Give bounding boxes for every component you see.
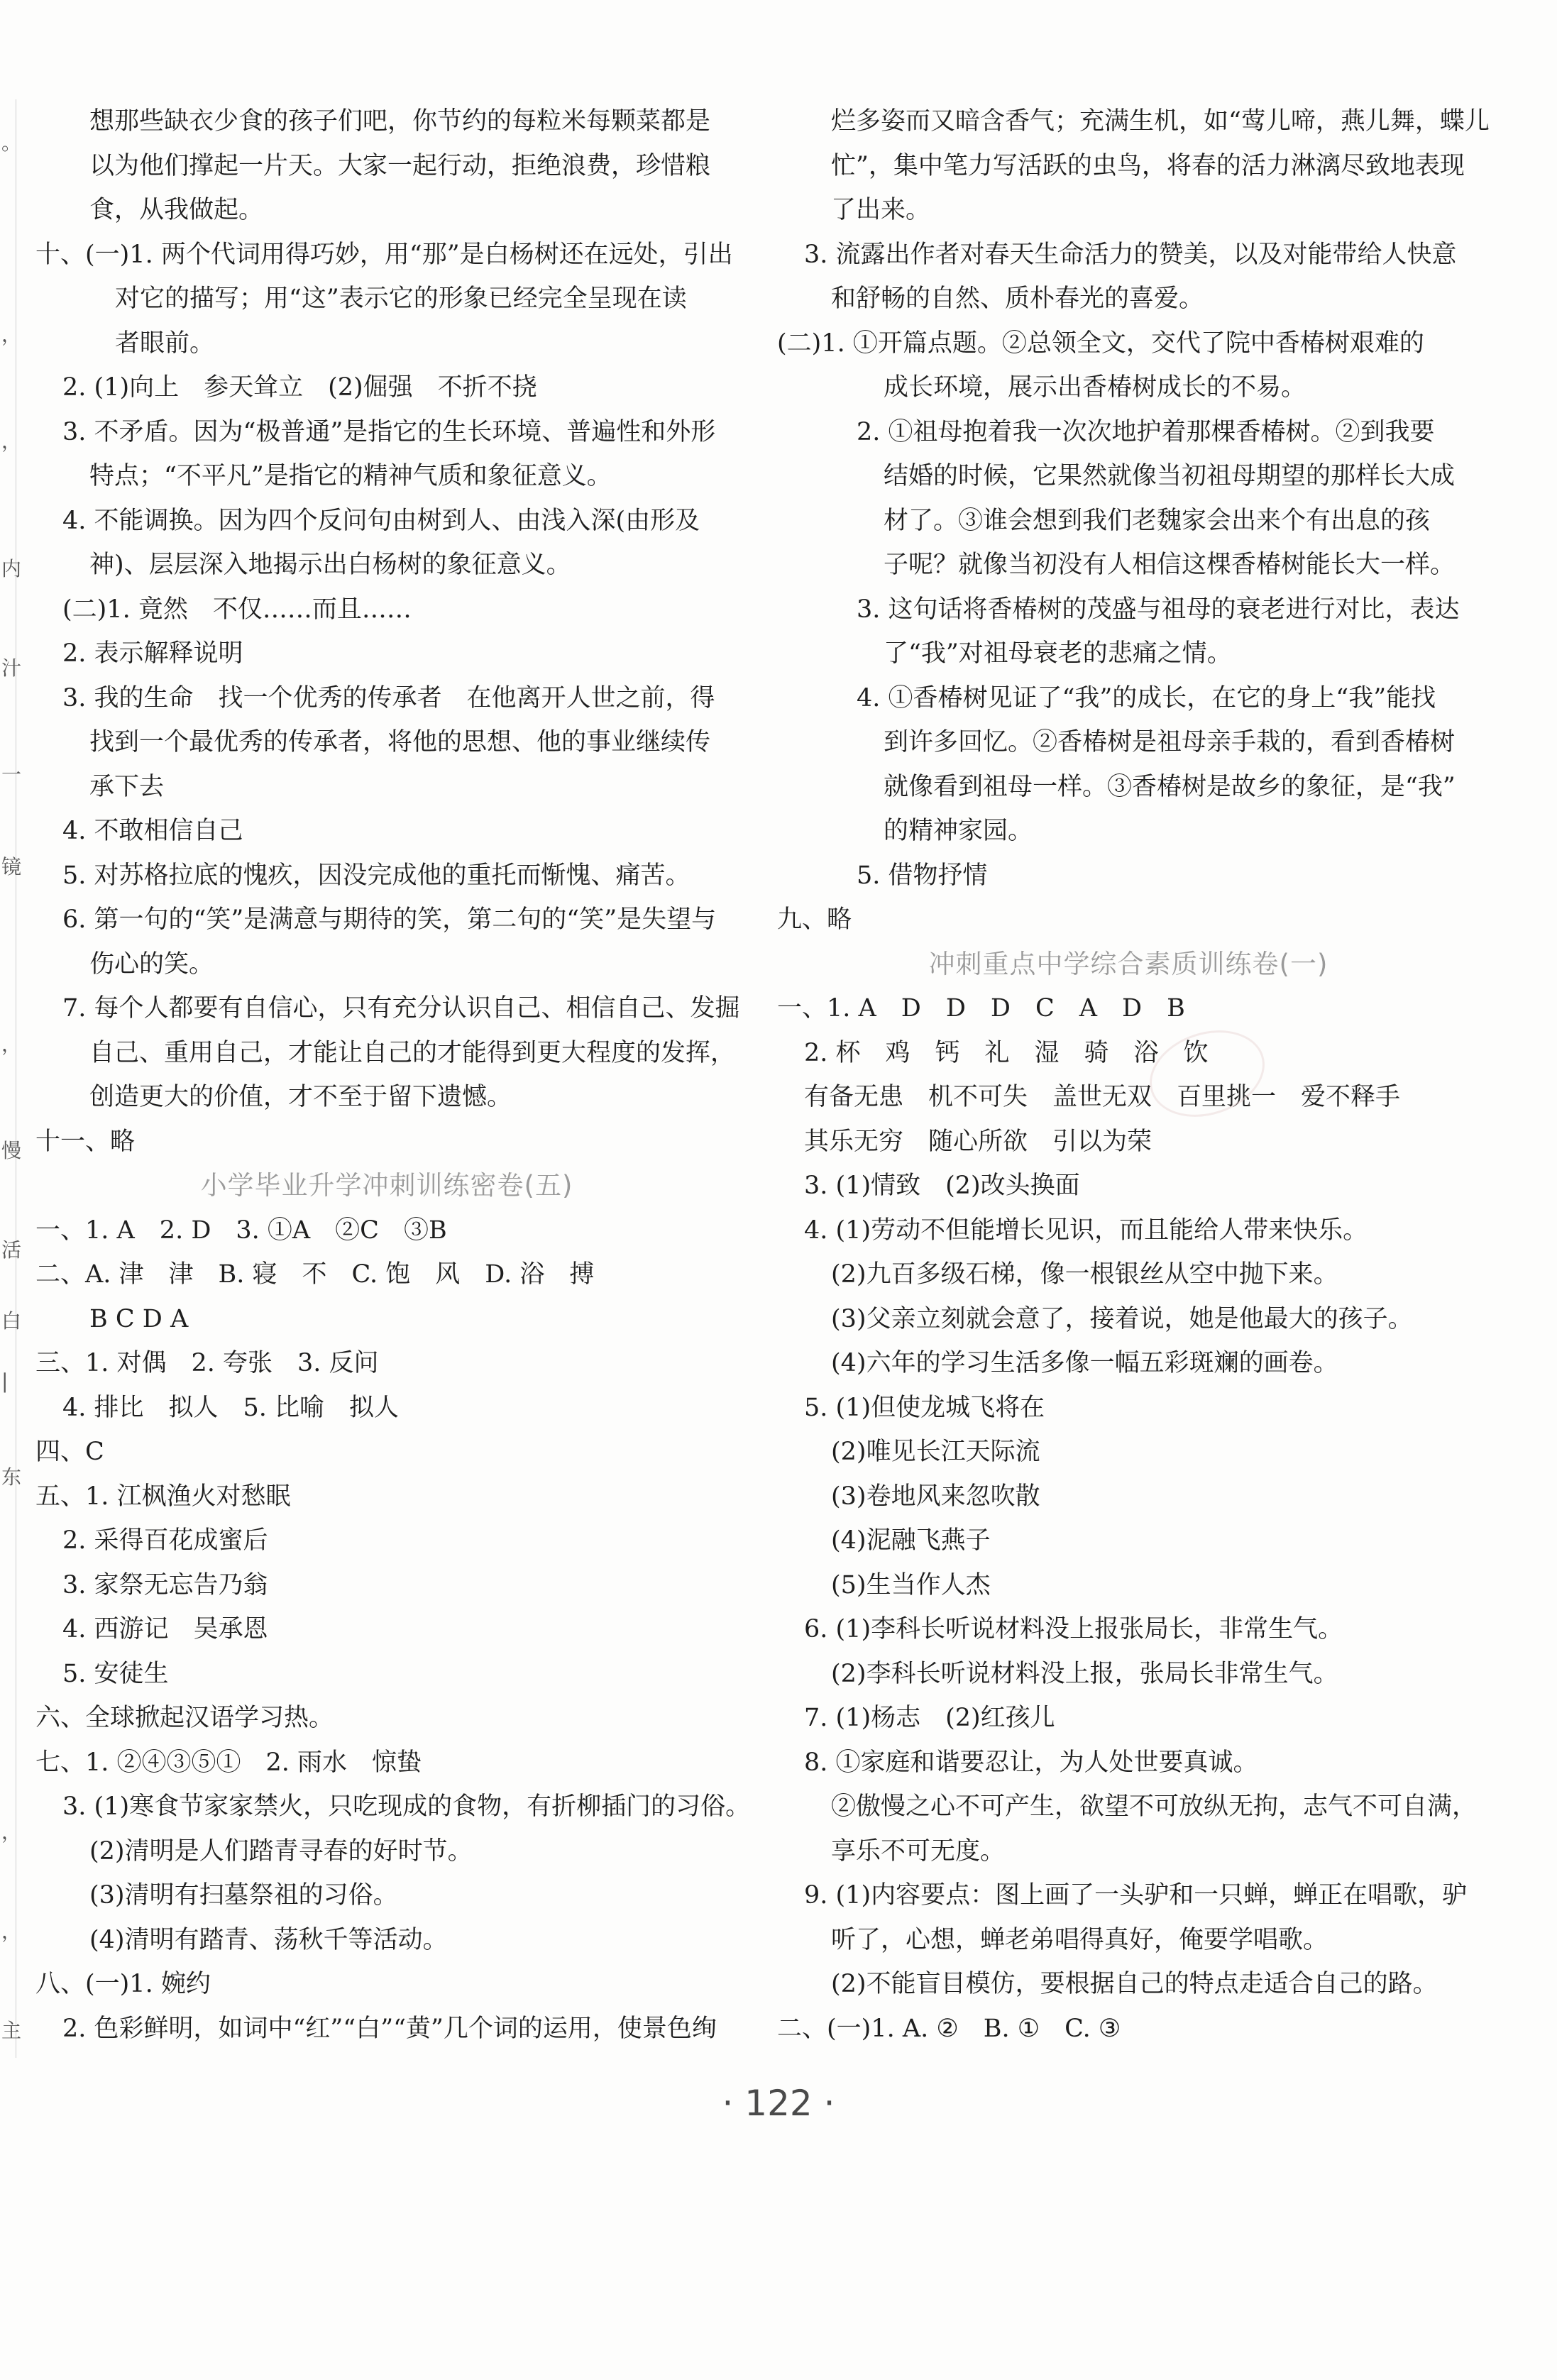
answer-line: 了出来。 <box>831 196 931 224</box>
answer-line: 2. (1)向上 参天耸立 (2)倔强 不折不挠 <box>62 373 537 402</box>
answer-line: 一、1. A D D D C A D B <box>777 994 1185 1023</box>
answer-line: 3. 流露出作者对春天生命活力的赞美，以及对能带给人快意 <box>804 240 1457 269</box>
answer-line: 一、1. A 2. D 3. ①A ②C ③B <box>35 1216 447 1245</box>
edge-glyph: ， <box>1 1919 22 1943</box>
answer-line: 5. 借物抒情 <box>857 861 988 890</box>
answer-line: 9. (1)内容要点：图上画了一头驴和一只蝉，蝉正在唱歌，驴 <box>804 1881 1468 1910</box>
answer-line: 二、(一)1. A. ② B. ① C. ③ <box>777 2014 1121 2043</box>
answer-line: 4. ①香椿树见证了“我”的成长，在它的身上“我”能找 <box>857 683 1436 712</box>
answer-line: 烂多姿而又暗含香气；充满生机，如“莺儿啼，燕儿舞，蝶儿 <box>831 107 1490 136</box>
answer-line: 成长环境，展示出香椿树成长的不易。 <box>884 373 1306 402</box>
edge-glyph: 白 <box>1 1309 22 1333</box>
edge-glyph: ， <box>1 323 22 346</box>
answer-line: (4)六年的学习生活多像一幅五彩斑斓的画卷。 <box>831 1349 1338 1377</box>
answer-line: 5. 对苏格拉底的愧疚，因没完成他的重托而惭愧、痛苦。 <box>62 861 691 890</box>
answer-line: (2)唯见长江天际流 <box>831 1438 1040 1466</box>
answer-line: 自己、重用自己，才能让自己的才能得到更大程度的发挥， <box>89 1038 736 1067</box>
section-heading: 冲刺重点中学综合素质训练卷(一) <box>928 948 1328 979</box>
edge-glyph: 主 <box>1 2019 22 2042</box>
section-heading: 小学毕业升学冲刺训练密卷(五) <box>200 1170 573 1201</box>
answer-line: 十、(一)1. 两个代词用得巧妙，用“那”是白杨树还在远处，引出 <box>35 240 733 269</box>
answer-line: (二)1. 竟然 不仅……而且…… <box>62 595 412 624</box>
answer-line: 6. 第一句的“笑”是满意与期待的笑，第二句的“笑”是失望与 <box>62 905 717 934</box>
answer-line: 3. (1)情致 (2)改头换面 <box>804 1172 1080 1200</box>
answer-line: 4. 排比 拟人 5. 比喻 拟人 <box>62 1393 400 1422</box>
edge-glyph: 内 <box>1 557 22 580</box>
left-column <box>35 99 751 2051</box>
answer-line: 2. 表示解释说明 <box>62 639 243 668</box>
answer-line: 6. (1)李科长听说材料没上报张局长，非常生气。 <box>804 1615 1343 1643</box>
answer-line: (2)不能盲目模仿，要根据自己的特点走适合自己的路。 <box>831 1970 1438 1998</box>
answer-line: 找到一个最优秀的传承者，将他的思想、他的事业继续传 <box>89 728 711 756</box>
answer-line: 的精神家园。 <box>884 817 1033 845</box>
answer-line: 食，从我做起。 <box>89 196 264 224</box>
answer-line: 3. 我的生命 找一个优秀的传承者 在他离开人世之前，得 <box>62 683 715 712</box>
edge-glyph: 慢 <box>1 1139 22 1162</box>
answer-line: 忙”，集中笔力写活跃的虫鸟，将春的活力淋漓尽致地表现 <box>831 151 1465 180</box>
answer-line: 4. 不能调换。因为四个反问句由树到人、由浅入深(由形及 <box>62 506 700 535</box>
edge-glyph: ， <box>1 1820 22 1844</box>
edge-glyph: 镜 <box>1 855 22 878</box>
answer-line: 二、A. 津 津 B. 寝 不 C. 饱 风 D. 浴 搏 <box>35 1260 595 1289</box>
answer-line: 4. 西游记 吴承恩 <box>62 1615 268 1643</box>
answer-line: (2)李科长听说材料没上报，张局长非常生气。 <box>831 1659 1338 1688</box>
answer-line: (3)卷地风来忽吹散 <box>831 1482 1040 1511</box>
edge-glyph: 。 <box>1 131 22 155</box>
answer-line: 其乐无穷 随心所欲 引以为荣 <box>804 1127 1152 1156</box>
edge-glyph: | <box>1 1370 9 1393</box>
answer-line: 六、全球掀起汉语学习热。 <box>35 1704 334 1732</box>
answer-line: 者眼前。 <box>115 329 215 358</box>
answer-line: 八、(一)1. 婉约 <box>35 1970 211 1998</box>
answer-line: (二)1. ①开篇点题。②总领全文，交代了院中香椿树艰难的 <box>777 329 1424 358</box>
answer-line: 2. 杯 鸡 钙 礼 湿 骑 浴 饮 <box>804 1038 1209 1067</box>
answer-line: 有备无患 机不可失 盖世无双 百里挑一 爱不释手 <box>804 1083 1401 1111</box>
answer-line: 伤心的笑。 <box>89 949 214 979</box>
answer-line: 结婚的时候，它果然就像当初祖母期望的那样长大成 <box>884 462 1456 490</box>
answer-line: 听了，心想，蝉老弟唱得真好，俺要学唱歌。 <box>831 1925 1328 1954</box>
answer-line: (3)父亲立刻就会意了，接着说，她是他最大的孩子。 <box>831 1304 1413 1333</box>
answer-line: ②傲慢之心不可产生，欲望不可放纵无拘，志气不可自满， <box>831 1792 1478 1821</box>
answer-line: 三、1. 对偶 2. 夸张 3. 反问 <box>35 1349 379 1377</box>
answer-line: 特点；“不平凡”是指它的精神气质和象征意义。 <box>89 462 612 490</box>
answer-line: 就像看到祖母一样。③香椿树是故乡的象征，是“我” <box>884 772 1456 801</box>
edge-glyph: 一 <box>1 763 22 786</box>
answer-line: 3. 不矛盾。因为“极普通”是指它的生长环境、普遍性和外形 <box>62 417 716 446</box>
column-divider <box>758 99 759 2058</box>
answer-line: 3. 家祭无忘告乃翁 <box>62 1570 268 1599</box>
answer-line: 4. 不敢相信自己 <box>62 817 243 845</box>
answer-line: 到许多回忆。②香椿树是祖母亲手栽的，看到香椿树 <box>884 728 1456 756</box>
answer-line: 5. 安徒生 <box>62 1659 169 1688</box>
answer-line: 对它的描写；用“这”表示它的形象已经完全呈现在读 <box>115 285 687 313</box>
answer-line: 七、1. ②④③⑤① 2. 雨水 惊蛰 <box>35 1748 422 1777</box>
page-number: · 122 · <box>722 2083 835 2124</box>
answer-line: 十一、略 <box>35 1127 136 1156</box>
right-column <box>777 99 1490 2051</box>
answer-line: (3)清明有扫墓祭祖的习俗。 <box>89 1881 398 1910</box>
answer-line: 8. ①家庭和谐要忍让，为人处世要真诚。 <box>804 1748 1258 1777</box>
edge-glyph: 汁 <box>1 656 22 680</box>
answer-line: 5. (1)但使龙城飞将在 <box>804 1393 1045 1422</box>
answer-line: 四、C <box>35 1438 104 1466</box>
answer-line: (4)泥融飞燕子 <box>831 1526 991 1555</box>
answer-line: 2. ①祖母抱着我一次次地护着那棵香椿树。②到我要 <box>857 417 1435 446</box>
answer-line: 想那些缺衣少食的孩子们吧，你节约的每粒米每颗菜都是 <box>89 107 711 136</box>
answer-line: 九、略 <box>777 905 852 934</box>
answer-line: 4. (1)劳动不但能增长见识，而且能给人带来快乐。 <box>804 1216 1368 1245</box>
edge-glyph: ， <box>1 1032 22 1056</box>
answer-line: 承下去 <box>89 772 165 801</box>
answer-line: 7. 每个人都要有自信心，只有充分认识自己、相信自己、发掘 <box>62 994 740 1023</box>
answer-line: (2)九百多级石梯，像一根银丝从空中抛下来。 <box>831 1260 1338 1289</box>
answer-line: 创造更大的价值，才不至于留下遗憾。 <box>89 1083 512 1111</box>
answer-line: 子呢？就像当初没有人相信这棵香椿树能长大一样。 <box>884 551 1456 579</box>
answer-line: 材了。③谁会想到我们老魏家会出来个有出息的孩 <box>884 506 1431 535</box>
answer-line: 3. 这句话将香椿树的茂盛与祖母的衰老进行对比，表达 <box>857 595 1460 624</box>
edge-glyph: 东 <box>1 1465 22 1489</box>
answer-line: 了“我”对祖母衰老的悲痛之情。 <box>884 639 1232 668</box>
answer-line: 以为他们撑起一片天。大家一起行动，拒绝浪费，珍惜粮 <box>89 151 711 180</box>
answer-line: 2. 采得百花成蜜后 <box>62 1526 268 1555</box>
answer-line: B C D A <box>89 1304 189 1333</box>
answer-line: 和舒畅的自然、质朴春光的喜爱。 <box>831 285 1204 313</box>
answer-line: 五、1. 江枫渔火对愁眠 <box>35 1482 291 1511</box>
answer-line: 神)、层层深入地揭示出白杨树的象征意义。 <box>89 551 571 579</box>
edge-glyph: 活 <box>1 1238 22 1262</box>
edge-glyph: ， <box>1 429 22 453</box>
answer-line: (5)生当作人杰 <box>831 1570 991 1599</box>
answer-line: (2)清明是人们踏青寻春的好时节。 <box>89 1836 473 1866</box>
answer-line: 7. (1)杨志 (2)红孩儿 <box>804 1704 1055 1732</box>
answer-line: 3. (1)寒食节家家禁火，只吃现成的食物，有折柳插门的习俗。 <box>62 1792 751 1821</box>
answer-line: (4)清明有踏青、荡秋千等活动。 <box>89 1925 448 1954</box>
adjacent-page-edge <box>0 99 22 2058</box>
answer-line: 享乐不可无度。 <box>831 1836 1006 1866</box>
answer-line: 2. 色彩鲜明，如词中“红”“白”“黄”几个词的运用，使景色绚 <box>62 2014 717 2043</box>
